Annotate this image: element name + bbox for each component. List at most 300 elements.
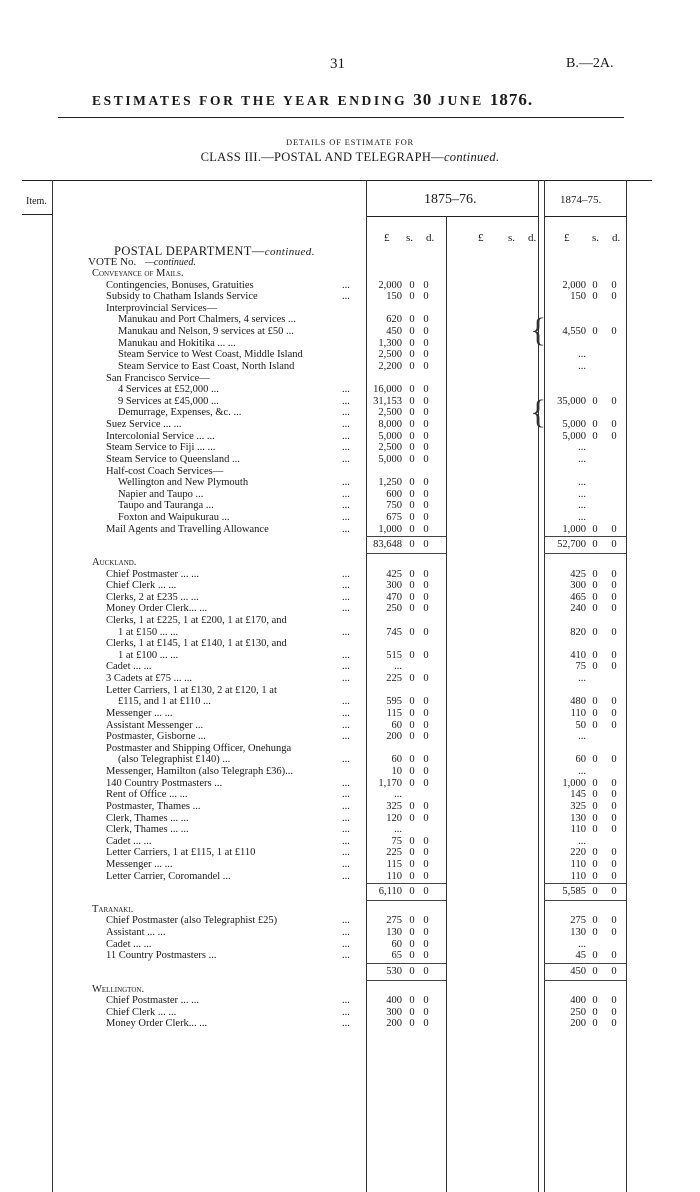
amount-1875-shillings: 0 [409,291,415,303]
amount-1875-pence: 0 [423,430,429,442]
amount-1874-pounds: 110 [570,859,586,870]
year-current-rule [366,216,538,217]
amount-1875-pence: 0 [423,326,429,338]
row-leader-dots: ... [342,1006,350,1018]
amount-1874-pence: 0 [611,965,617,977]
amount-1875-pounds: 450 [386,326,402,338]
table-top-rule [22,180,652,181]
amount-1875-pounds: 110 [386,870,402,882]
table-row [0,950,700,962]
row-label: Clerks, 1 at £225, 1 at £200, 1 at £170, and [106,614,287,626]
amount-1875-shillings: 0 [409,407,415,419]
amount-1874-pounds: 275 [570,915,586,927]
amount-1875-pounds: 83,648 [373,539,402,551]
row-label: Manukau and Nelson, 9 services at £50 ... [118,326,294,338]
amount-1875-shillings: 0 [409,673,415,685]
pound-header-b: £ [478,232,484,244]
amount-1875-pence: 0 [423,766,429,778]
table-row [0,836,700,848]
total-rule-1875 [366,883,446,884]
amount-1875-pence: 0 [423,291,429,303]
amount-1874-shillings: 0 [592,870,598,882]
shilling-header-a: s. [406,232,414,244]
total-rule-bottom-1875 [366,900,446,901]
amount-1875-pounds: 2,000 [378,279,402,291]
amount-1874-shillings: 0 [592,707,598,719]
total-rule-1874 [544,883,626,884]
amount-1875-shillings: 0 [409,965,415,977]
table-row [0,927,700,939]
row-label: (also Telegraphist £140) ... [118,754,231,766]
page-title [92,90,533,110]
table-row [0,673,700,685]
amount-1874-pounds: 1,000 [562,523,586,535]
amount-1875-pence: 0 [423,835,429,847]
amount-1875-pounds: 1,300 [378,337,402,349]
item-header-rule [22,214,52,215]
row-leader-dots: ... [342,824,350,836]
row-label: Chief Postmaster (also Telegraphist £25) [106,915,278,927]
table-row [0,720,700,732]
row-leader-dots: ... [342,580,350,592]
table-row [0,569,700,581]
table-row [0,512,700,524]
amount-1875-pounds: 530 [386,965,402,977]
amount-1875-shillings: 0 [409,477,415,489]
amount-1875-shillings: 0 [409,731,415,743]
table-row [0,419,700,431]
row-leader-dots: ... [342,603,350,615]
total-rule-1874 [544,536,626,537]
amount-1874-shillings: 0 [592,754,598,766]
amount-1874-pence: 0 [611,927,617,939]
amount-1875-pounds: 75 [391,835,402,847]
amount-1874-pounds: ... [578,488,586,500]
total-row [0,966,700,978]
amount-1875-pence: 0 [423,719,429,731]
amount-1875-pounds: 425 [386,568,402,580]
amount-1875-pounds: 16,000 [373,384,402,396]
title-day: 30 [413,90,433,109]
amount-1874-shillings: 0 [592,915,598,927]
row-label: Chief Postmaster ... ... [106,568,200,580]
table-row [0,303,700,315]
total-rule-bottom-1874 [544,900,626,901]
penny-header-b: d. [528,232,537,244]
amount-1875-shillings: 0 [409,950,415,962]
amount-1875-shillings: 0 [409,626,415,638]
amount-1875-pence: 0 [423,384,429,396]
row-leader-dots: ... [342,754,350,766]
amount-1874-pounds: 5,000 [562,430,586,442]
row-leader-dots: ... [342,568,350,580]
row-leader-dots: ... [342,847,350,859]
row-label: Wellington. [92,983,145,995]
amount-1874-pence: 0 [611,626,617,638]
total-rule-bottom-1874 [544,553,626,554]
table-row [0,801,700,813]
row-label: Subsidy to Chatham Islands Service [106,291,258,303]
row-leader-dots: ... [342,523,350,535]
amount-1874-shillings: 0 [592,1018,598,1030]
row-label: £115, and 1 at £110 ... [118,696,211,708]
amount-1874-shillings: 0 [592,950,598,962]
table-row [0,661,700,673]
table-row [0,454,700,466]
row-leader-dots: ... [342,800,350,812]
amount-1874-pence: 0 [611,847,617,859]
row-leader-dots: ... [342,395,350,407]
amount-1874-pounds: 200 [570,1018,586,1030]
row-label: Clerk, Thames ... ... [106,824,189,836]
table-row [0,859,700,871]
table-row [0,778,700,790]
amount-1874-shillings: 0 [592,1006,598,1018]
amount-1874-pence: 0 [611,859,617,870]
amount-1874-pounds: 410 [570,649,586,661]
amount-1875-shillings: 0 [409,995,415,1007]
amount-1875-shillings: 0 [409,859,415,870]
amount-1874-pounds: ... [578,500,586,512]
amount-1874-pence: 0 [611,812,617,824]
amount-1875-pounds: 2,500 [378,442,402,454]
amount-1875-pence: 0 [423,395,429,407]
amount-1875-pence: 0 [423,965,429,977]
table-row [0,314,700,326]
amount-1875-pounds: 620 [386,314,402,326]
amount-1875-pounds: ... [394,824,402,836]
amount-1875-pounds: 10 [391,766,402,778]
year-previous-rule [544,216,626,217]
amount-1875-shillings: 0 [409,337,415,349]
amount-1875-pounds: 8,000 [378,419,402,431]
amount-1875-shillings: 0 [409,603,415,615]
amount-1875-pounds: 675 [386,512,402,524]
table-row [0,915,700,927]
amount-1875-shillings: 0 [409,326,415,338]
penny-header-a: d. [426,232,435,244]
amount-1875-shillings: 0 [409,696,415,708]
amount-1875-pence: 0 [423,523,429,535]
total-rule-bottom-1875 [366,553,446,554]
amount-1874-pence: 0 [611,539,617,551]
amount-1875-shillings: 0 [409,442,415,454]
amount-1874-shillings: 0 [592,603,598,615]
row-leader-dots: ... [342,591,350,603]
amount-1874-pence: 0 [611,915,617,927]
amount-1875-shillings: 0 [409,512,415,524]
title-prefix: ESTIMATES FOR THE YEAR ENDING [92,93,408,108]
table-row [0,580,700,592]
amount-1874-shillings: 0 [592,291,598,303]
amount-1875-pence: 0 [423,314,429,326]
amount-1874-pounds: 300 [570,580,586,592]
amount-1875-pence: 0 [423,568,429,580]
amount-1875-pence: 0 [423,995,429,1007]
amount-1874-pence: 0 [611,419,617,431]
row-label: Rent of Office ... ... [106,789,188,801]
amount-1875-pounds: 470 [386,591,402,603]
row-leader-dots: ... [342,384,350,396]
amount-1875-pence: 0 [423,279,429,291]
row-label: Clerks, 1 at £145, 1 at £140, 1 at £130, and [106,638,287,650]
table-row [0,407,700,419]
amount-1875-pence: 0 [423,477,429,489]
table-row [0,489,700,501]
amount-1874-pounds: 50 [575,719,586,731]
row-leader-dots: ... [342,626,350,638]
amount-1875-pounds: 150 [386,291,402,303]
amount-1874-pounds: 2,000 [562,279,586,291]
row-label: Chief Postmaster ... ... [106,995,200,1007]
row-label: Clerks, 2 at £235 ... ... [106,591,199,603]
amount-1874-shillings: 0 [592,847,598,859]
amount-1874-pounds: 45 [575,950,586,962]
table-row [0,627,700,639]
amount-1875-pounds: 250 [386,603,402,615]
department-heading-italic: continued. [264,246,315,258]
table-row [0,442,700,454]
table-row [0,871,700,883]
amount-1874-pence: 0 [611,591,617,603]
table-row [0,708,700,720]
amount-1874-pounds: 110 [570,824,586,836]
amount-1875-pounds: 325 [386,800,402,812]
row-leader-dots: ... [342,915,350,927]
brace-interprovincial: { [530,312,547,349]
document-reference: B.—2A. [566,56,614,71]
amount-1875-pence: 0 [423,696,429,708]
row-leader-dots: ... [342,477,350,489]
amount-1875-shillings: 0 [409,915,415,927]
section-heading [0,984,700,996]
row-label: Steam Service to Fiji ... ... [106,442,216,454]
amount-1875-shillings: 0 [409,384,415,396]
amount-1874-pounds: 130 [570,927,586,939]
amount-1875-shillings: 0 [409,279,415,291]
amount-1875-shillings: 0 [409,430,415,442]
amount-1875-pence: 0 [423,591,429,603]
amount-1875-pounds: 200 [386,731,402,743]
amount-1874-pounds: ... [578,938,586,950]
amount-1874-pounds: 1,000 [562,777,586,789]
table-row [0,638,700,650]
total-rule-bottom-1874 [544,980,626,981]
row-label: 1 at £100 ... ... [118,649,179,661]
table-row [0,685,700,697]
row-label: 11 Country Postmasters ... [106,950,217,962]
penny-header-c: d. [612,232,621,244]
row-leader-dots: ... [342,696,350,708]
amount-1875-pence: 0 [423,580,429,592]
amount-1874-shillings: 0 [592,568,598,580]
amount-1875-pounds: 5,000 [378,453,402,465]
amount-1874-pence: 0 [611,754,617,766]
amount-1874-pence: 0 [611,719,617,731]
amount-1875-pounds: 400 [386,995,402,1007]
table-row [0,731,700,743]
table-row [0,524,700,536]
year-previous-header: 1874–75. [560,194,602,206]
amount-1874-pence: 0 [611,870,617,882]
amount-1875-pence: 0 [423,673,429,685]
amount-1875-pounds: 5,000 [378,430,402,442]
row-label: Manukau and Port Chalmers, 4 services ... [118,314,296,326]
table-row [0,592,700,604]
amount-1875-shillings: 0 [409,835,415,847]
table-row [0,743,700,755]
row-leader-dots: ... [342,731,350,743]
amount-1875-pence: 0 [423,360,429,372]
row-label: Cadet ... ... [106,835,152,847]
amount-1875-pence: 0 [423,927,429,939]
table-row [0,477,700,489]
amount-1874-pounds: 220 [570,847,586,859]
amount-1875-pounds: 200 [386,1018,402,1030]
amount-1874-pounds: 325 [570,800,586,812]
amount-1875-pence: 0 [423,453,429,465]
amount-1874-shillings: 0 [592,824,598,836]
amount-1874-pence: 0 [611,291,617,303]
row-leader-dots: ... [342,950,350,962]
amount-1874-pounds: 145 [570,789,586,801]
title-rule [58,117,624,118]
amount-1875-shillings: 0 [409,812,415,824]
amount-1874-shillings: 0 [592,800,598,812]
row-label: Contingencies, Bonuses, Gratuities [106,279,254,291]
amount-1874-pence: 0 [611,279,617,291]
row-leader-dots: ... [342,777,350,789]
amount-1875-pounds: ... [394,789,402,801]
vote-line [88,256,196,268]
row-leader-dots: ... [342,430,350,442]
amount-1874-pence: 0 [611,707,617,719]
amount-1874-shillings: 0 [592,859,598,870]
row-label: Messenger, Hamilton (also Telegraph £36)... [106,766,294,778]
amount-1875-pence: 0 [423,886,429,898]
amount-1875-pence: 0 [423,707,429,719]
row-label: Manukau and Hokitika ... ... [118,337,236,349]
brace-san-francisco: { [530,394,547,431]
amount-1874-shillings: 0 [592,279,598,291]
amount-1875-pence: 0 [423,649,429,661]
amount-1875-pence: 0 [423,731,429,743]
row-label: Assistant ... ... [106,927,166,939]
table-row [0,500,700,512]
amount-1875-pence: 0 [423,938,429,950]
amount-1874-pence: 0 [611,395,617,407]
row-leader-dots: ... [342,442,350,454]
amount-1875-shillings: 0 [409,488,415,500]
total-rule-bottom-1875 [366,980,446,981]
amount-1875-pounds: 515 [386,649,402,661]
row-label: Money Order Clerk... ... [106,1018,208,1030]
row-label: Assistant Messenger ... [106,719,204,731]
row-leader-dots: ... [342,488,350,500]
amount-1874-pounds: 240 [570,603,586,615]
title-month: JUNE [438,93,484,108]
row-leader-dots: ... [342,707,350,719]
amount-1874-pounds: 450 [570,965,586,977]
item-header: Item. [26,196,47,207]
amount-1875-shillings: 0 [409,539,415,551]
total-rule-1875 [366,963,446,964]
amount-1874-shillings: 0 [592,719,598,731]
amount-1875-shillings: 0 [409,719,415,731]
row-leader-dots: ... [342,1018,350,1030]
amount-1875-shillings: 0 [409,800,415,812]
table-row [0,396,700,408]
amount-1874-shillings: 0 [592,661,598,673]
table-row [0,384,700,396]
table-row [0,338,700,350]
table-row [0,754,700,766]
amount-1874-pounds: 820 [570,626,586,638]
amount-1875-pence: 0 [423,859,429,870]
row-leader-dots: ... [342,661,350,673]
amount-1874-pounds: 130 [570,812,586,824]
amount-1875-shillings: 0 [409,847,415,859]
row-label: 1 at £150 ... ... [118,626,179,638]
amount-1875-pence: 0 [423,500,429,512]
row-label: 3 Cadets at £75 ... ... [106,673,193,685]
total-row [0,886,700,898]
table-row [0,766,700,778]
row-leader-dots: ... [342,279,350,291]
amount-1874-shillings: 0 [592,965,598,977]
page-number: 31 [330,56,345,72]
amount-1875-pence: 0 [423,1018,429,1030]
table-row [0,466,700,478]
amount-1875-pounds: 225 [386,673,402,685]
amount-1875-pounds: 300 [386,1006,402,1018]
amount-1875-pounds: 31,153 [373,395,402,407]
table-row [0,1007,700,1019]
amount-1875-shillings: 0 [409,886,415,898]
amount-1875-pounds: 1,250 [378,477,402,489]
amount-1874-shillings: 0 [592,395,598,407]
row-label: Wellington and New Plymouth [118,477,249,489]
subtitle-details: DETAILS OF ESTIMATE FOR [286,137,414,147]
amount-1874-pounds: 110 [570,707,586,719]
amount-1875-shillings: 0 [409,453,415,465]
amount-1874-pence: 0 [611,580,617,592]
amount-1875-pounds: 130 [386,927,402,939]
row-label: Taupo and Tauranga ... [118,500,214,512]
subtitle-class-italic: continued. [443,150,500,164]
row-label: Messenger ... ... [106,859,173,870]
section-heading [0,268,700,280]
amount-1875-pence: 0 [423,777,429,789]
row-label: Intercolonial Service ... ... [106,430,215,442]
total-rule-1875 [366,536,446,537]
amount-1874-pounds: ... [578,673,586,685]
amount-1874-pence: 0 [611,603,617,615]
vote-line-text: VOTE No. [88,256,137,268]
amount-1875-pounds: 275 [386,915,402,927]
table-row [0,431,700,443]
amount-1874-pounds: ... [578,477,586,489]
row-leader-dots: ... [342,291,350,303]
row-leader-dots: ... [342,512,350,524]
amount-1874-pounds: 52,700 [557,539,586,551]
row-label: Steam Service to East Coast, North Island [118,360,295,372]
amount-1875-pounds: 225 [386,847,402,859]
shilling-header-c: s. [592,232,600,244]
table-row [0,824,700,836]
amount-1875-shillings: 0 [409,938,415,950]
amount-1874-shillings: 0 [592,419,598,431]
